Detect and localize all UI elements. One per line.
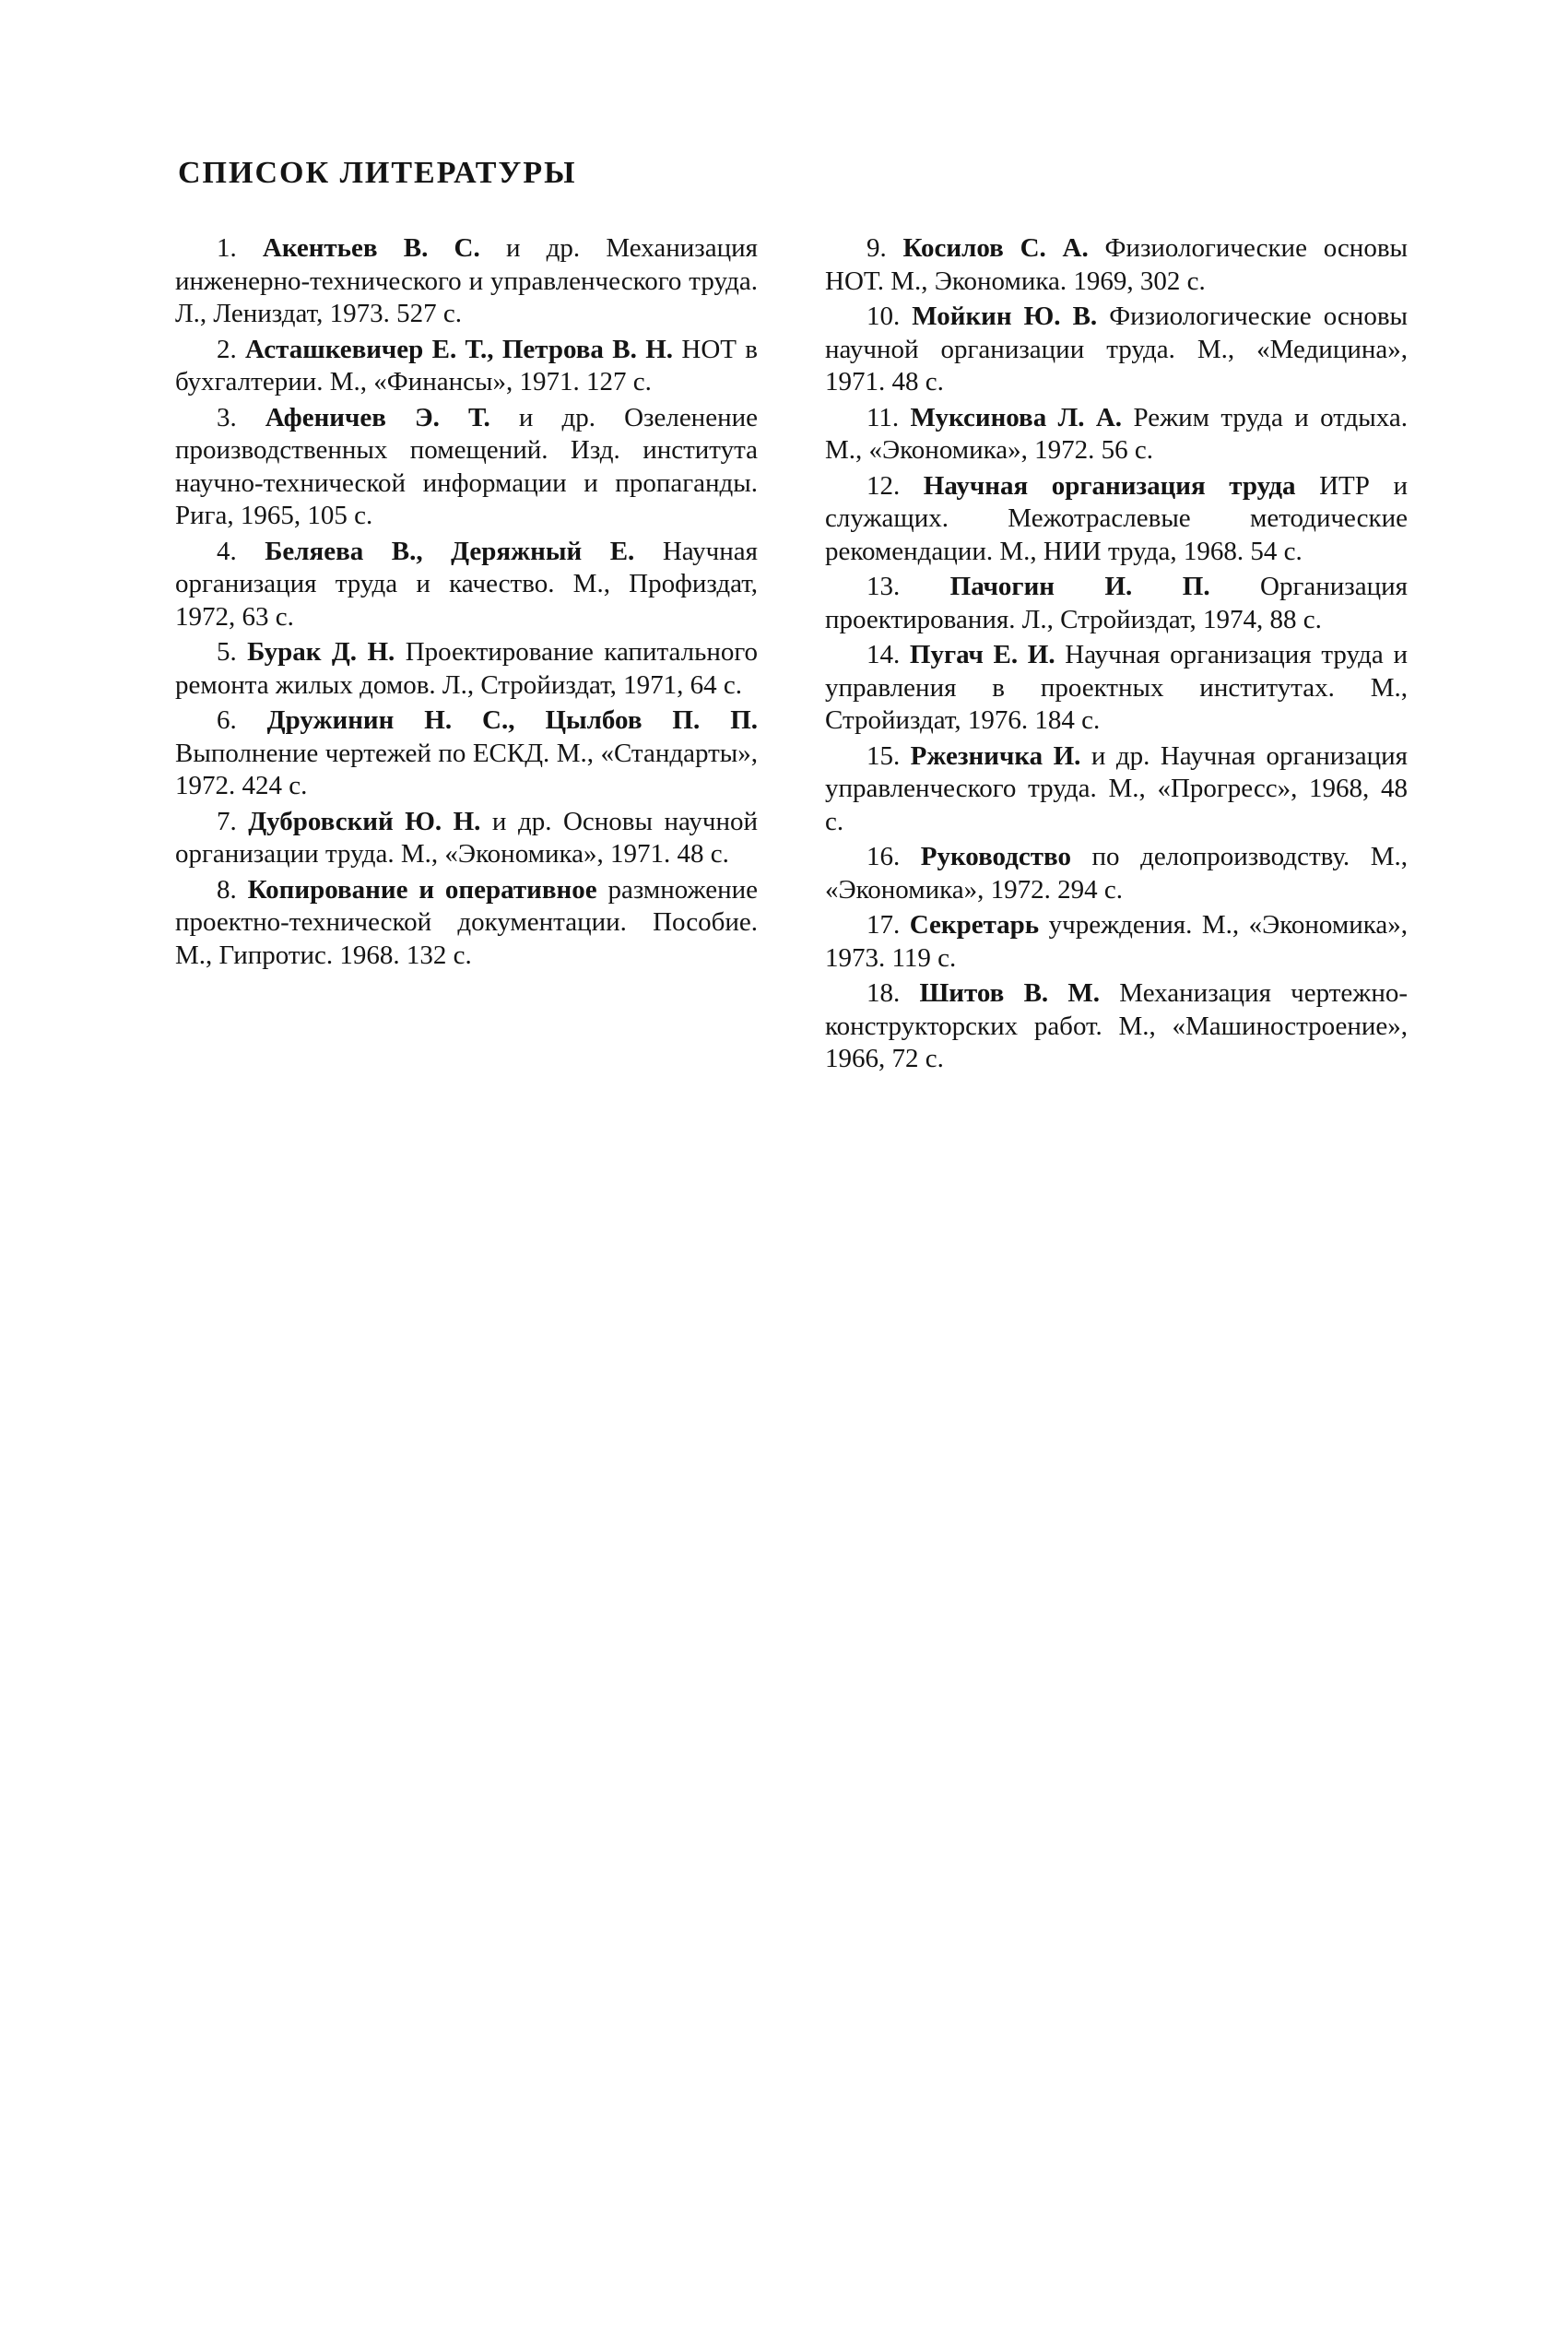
reference-number: 16.	[866, 842, 901, 871]
reference-number: 14.	[866, 640, 901, 669]
reference-entry	[175, 636, 758, 702]
reference-author: Асташкевичер Е. Т., Петрова В. Н.	[245, 334, 674, 364]
reference-details: Выполнение чертежей по ЕСКД. М., «Стандарты», 1972. 424 с.	[175, 738, 758, 800]
reference-details: Проектирование капитального ремонта жилых домов. Л., Стройиздат, 1971, 64 с.	[175, 637, 759, 700]
reference-author: Секретарь	[909, 910, 1040, 940]
reference-details: НОТ в бухгалтерии. М., «Финансы», 1971. 127 с.	[175, 334, 759, 396]
reference-author: Копирование и оперативное	[247, 874, 597, 905]
reference-entry	[825, 639, 1408, 738]
reference-author: Шитов В. М.	[919, 978, 1101, 1008]
reference-number: 8.	[216, 874, 237, 905]
reference-number: 10.	[866, 302, 901, 331]
reference-author: Косилов С. А.	[902, 233, 1089, 263]
reference-number: 9.	[866, 233, 887, 263]
reference-author: Мойкин Ю. В.	[912, 302, 1098, 331]
reference-details: и др. Озеленение производственных помещений. Изд. института научно-технической информации и пропаганды. Рига, 1965, 105 с.	[175, 402, 758, 530]
reference-details: и др. Основы научной организации труда. М., «Экономика», 1971. 48 с.	[175, 806, 759, 869]
reference-details: и др. Научная организация управленческого труда. М., «Прогресс», 1968, 48 с.	[825, 740, 1408, 836]
reference-details: Режим труда и отдыха. М., «Экономика», 1972. 56 с.	[825, 402, 1408, 465]
reference-number: 2.	[216, 334, 237, 364]
reference-column-right	[825, 232, 1408, 1079]
reference-author: Акентьев В. С.	[262, 233, 480, 263]
reference-number: 15.	[866, 740, 901, 771]
reference-entry	[825, 301, 1408, 399]
reference-entry	[175, 704, 758, 803]
reference-details: Физиологические основы научной организации труда. М., «Медицина», 1971. 48 с.	[825, 302, 1409, 396]
reference-author: Бурак Д. Н.	[247, 637, 395, 667]
reference-number: 11.	[866, 402, 900, 432]
reference-author: Пачогин И. П.	[949, 572, 1210, 601]
reference-entry	[825, 841, 1408, 906]
reference-author: Научная организация труда	[923, 470, 1296, 501]
reference-number: 17.	[866, 910, 901, 940]
reference-number: 7.	[216, 806, 237, 836]
reference-author: Муксинова Л. А.	[910, 402, 1123, 432]
reference-details: и др. Механизация инженерно-технического и управленческого труда. Л., Лениздат, 1973. 527 с.	[175, 233, 759, 328]
reference-entry	[175, 334, 758, 399]
reference-number: 18.	[866, 978, 901, 1008]
reference-entry	[825, 909, 1408, 975]
reference-number: 12.	[866, 470, 901, 501]
reference-entry	[825, 977, 1408, 1076]
reference-number: 1.	[216, 233, 237, 263]
reference-author: Дубровский Ю. Н.	[248, 806, 481, 836]
reference-details: Физиологические основы НОТ. М., Экономика. 1969, 302 с.	[825, 233, 1409, 296]
reference-entry	[825, 402, 1408, 467]
reference-column-left	[175, 232, 758, 975]
reference-entry	[175, 232, 758, 331]
reference-entry	[825, 470, 1408, 569]
reference-entry	[175, 402, 758, 533]
reference-details: учреждения. М., «Экономика», 1973. 119 с.	[825, 910, 1409, 973]
reference-entry	[825, 571, 1408, 636]
reference-entry	[175, 536, 758, 634]
reference-entry	[825, 740, 1408, 839]
reference-number: 6.	[216, 705, 237, 735]
reference-author: Афеничев Э. Т.	[265, 402, 490, 432]
reference-details: Организация проектирования. Л., Стройиздат, 1974, 88 с.	[825, 572, 1409, 634]
reference-author: Дружинин Н. С., Цылбов П. П.	[266, 705, 759, 735]
reference-number: 5.	[216, 637, 237, 667]
page-title: СПИСОК ЛИТЕРАТУРЫ	[178, 156, 577, 190]
reference-author: Беляева В., Деряжный Е.	[265, 536, 635, 566]
reference-details: Научная организация труда и качество. М., Профиздат, 1972, 63 с.	[175, 536, 758, 632]
reference-details: размножение проектно-технической документации. Пособие. М., Гипротис. 1968. 132 с.	[175, 874, 758, 970]
reference-author: Пугач Е. И.	[909, 640, 1055, 669]
reference-entry	[175, 874, 758, 973]
reference-entry	[175, 806, 758, 871]
reference-details: ИТР и служащих. Межотраслевые методические рекомендации. М., НИИ труда, 1968. 54 с.	[825, 470, 1408, 566]
reference-entry	[825, 232, 1408, 298]
reference-author: Руководство	[920, 842, 1071, 871]
reference-author: Ржезничка И.	[910, 740, 1081, 771]
reference-number: 13.	[866, 572, 901, 601]
reference-details: Научная организация труда и управления в проектных институтах. М., Стройиздат, 1976. 184 с.	[825, 640, 1409, 735]
reference-number: 3.	[216, 402, 237, 432]
reference-details: Механизация чертежно-конструкторских работ. М., «Машиностроение», 1966, 72 с.	[825, 978, 1408, 1073]
reference-details: по делопроизводству. М., «Экономика», 1972. 294 с.	[825, 842, 1409, 905]
reference-number: 4.	[216, 536, 237, 566]
